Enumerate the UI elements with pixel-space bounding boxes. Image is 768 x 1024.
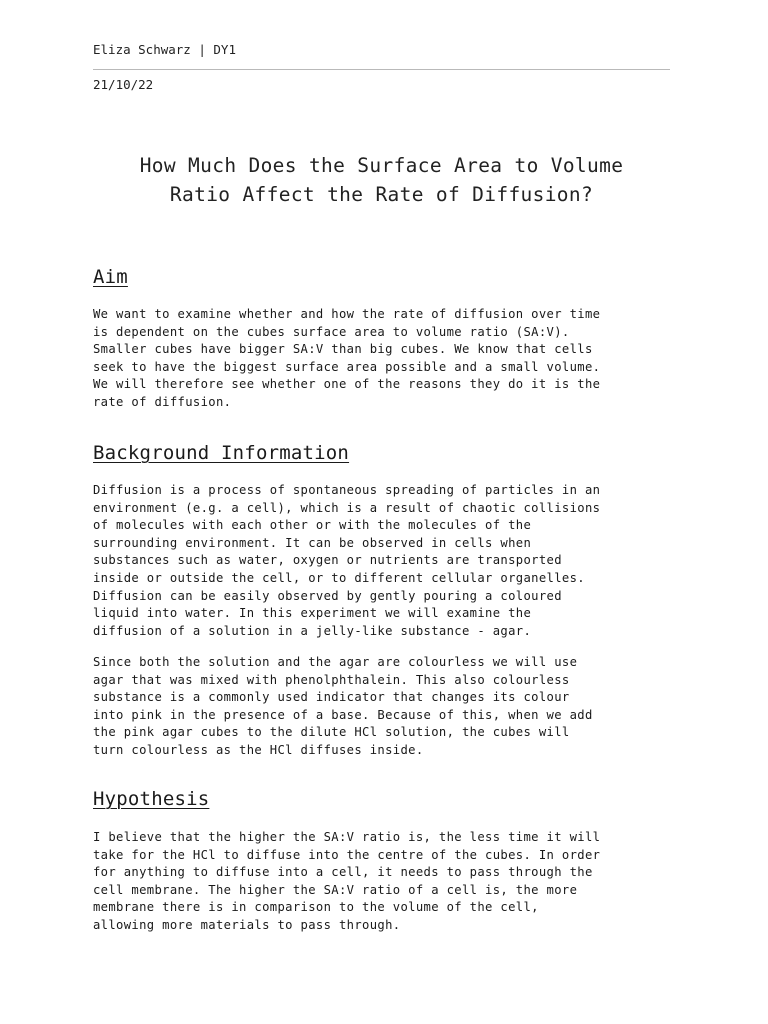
header-divider	[93, 69, 670, 70]
hypothesis-paragraph: I believe that the higher the SA:V ratio is, the less time it will take for the HCl to diffuse into the centre of the cubes. In order for anything to diffuse into a cell, it needs to pass through the cell membrane. The higher the SA:V ratio of a cell is, the more membrane there is in comparison to the volume of the cell, allowing more materials to pass through.	[93, 830, 601, 932]
aim-heading: Aim	[93, 266, 128, 288]
aim-paragraph: We want to examine whether and how the rate of diffusion over time is dependent on the cubes surface area to volume ratio (SA:V). Smaller cubes have bigger SA:V than big cubes. We know that cells seek to have the biggest surface area possible and a small volume. We will therefore see whether one of the reasons they do it is the rate of diffusion.	[93, 307, 601, 409]
title-line-2: Ratio Affect the Rate of Diffusion?	[169, 182, 594, 206]
title-line-1: How Much Does the Surface Area to Volume	[139, 154, 624, 177]
author-line: Eliza Schwarz | DY1	[93, 42, 236, 57]
background-paragraph-1: Diffusion is a process of spontaneous spreading of particles in an environment (e.g. a cell), which is a result of chaotic collisions of molecules with each other or with the molecules of the surrounding environment. It can be observed in cells when substances such as water, oxygen or nutrients are transported inside or outside the cell, or to different cellular organelles. Diffusion can be easily observed by gently pouring a coloured liquid into water. In this experiment we will examine the diffusion of a solution in a jelly-like substance - agar.	[93, 483, 601, 638]
background-heading: Background Information	[93, 442, 350, 464]
background-paragraph-2: Since both the solution and the agar are colourless we will use agar that was mixed with phenolphthalein. This also colourless substance is a commonly used indicator that changes its colour into pink in the presence of a base. Because of this, when we add the pink agar cubes to the dilute HCl solution, the cubes will turn colourless as the HCl diffuses inside.	[93, 655, 593, 757]
document-title	[93, 152, 670, 209]
date-line: 21/10/22	[93, 77, 154, 92]
hypothesis-heading: Hypothesis	[93, 788, 210, 810]
